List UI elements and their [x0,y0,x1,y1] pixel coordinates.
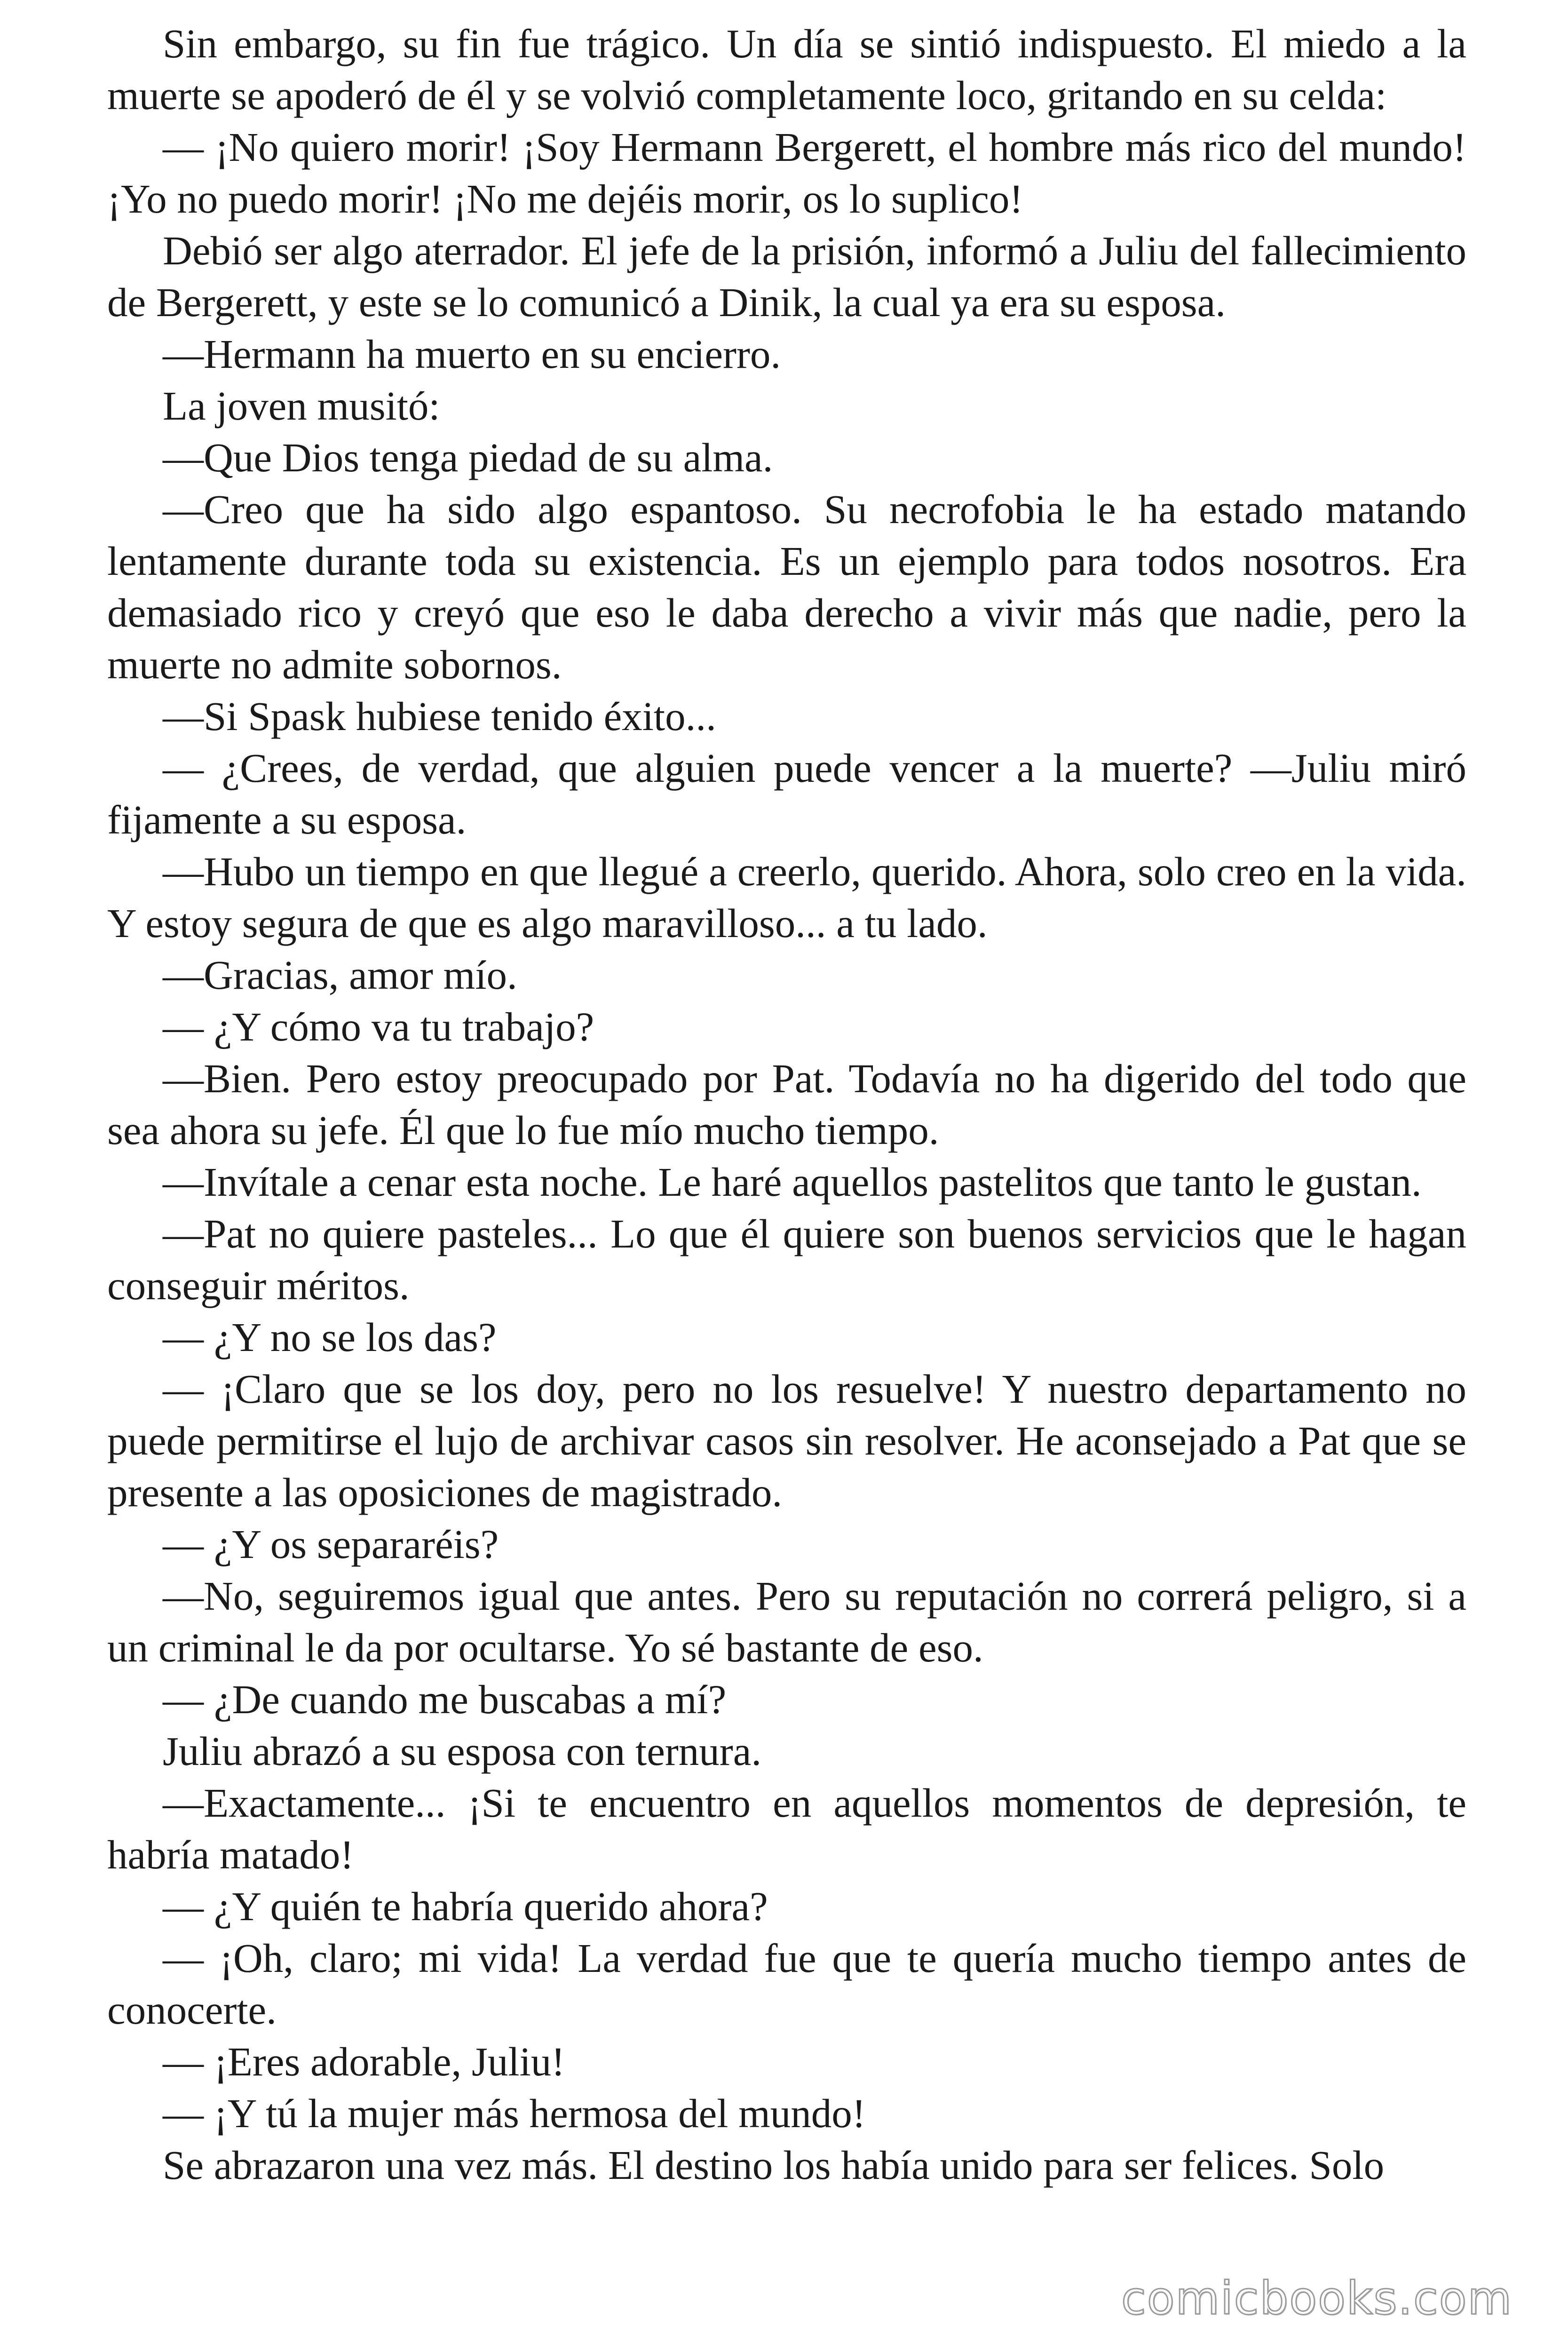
paragraph: —Invítale a cenar esta noche. Le haré aquellos pastelitos que tanto le gustan. [163,1159,1422,1205]
paragraph: — ¿Y quién te habría querido ahora? [163,1883,768,1929]
paragraph: — ¿De cuando me buscabas a mí? [163,1677,727,1722]
paragraph: Debió ser algo aterrador. El jefe de la prisión, informó a Juliu del fallecimiento de Bergerett, y este se lo comunicó a Dinik, la cual ya era su esposa. [107,228,1466,325]
paragraph: La joven musitó: [163,383,440,429]
paragraph: Sin embargo, su fin fue trágico. Un día se sintió indispuesto. El miedo a la muerte se apoderó de él y se volvió completamente loco, gritando en su celda: [107,21,1466,118]
paragraph: —Pat no quiere pasteles... Lo que él quiere son buenos servicios que le hagan conseguir méritos. [107,1211,1466,1308]
paragraph: — ¡Oh, claro; mi vida! La verdad fue que te quería mucho tiempo antes de conocerte. [107,1935,1466,2033]
paragraph: Juliu abrazó a su esposa con ternura. [163,1728,762,1774]
paragraph: — ¡Eres adorable, Juliu! [163,2039,565,2084]
paragraph: —Bien. Pero estoy preocupado por Pat. Todavía no ha digerido del todo que sea ahora su jefe. Él que lo fue mío mucho tiempo. [107,1056,1466,1153]
watermark: comicbooks.com [1121,2272,1513,2325]
book-page-text [107,18,1466,2191]
paragraph: —Gracias, amor mío. [163,952,517,998]
paragraph: — ¡No quiero morir! ¡Soy Hermann Bergerett, el hombre más rico del mundo! ¡Yo no puedo morir! ¡No me dejéis morir, os lo suplico! [107,124,1466,222]
paragraph: — ¿Y cómo va tu trabajo? [163,1004,594,1049]
paragraph: —Hermann ha muerto en su encierro. [163,331,781,377]
paragraph: —Si Spask hubiese tenido éxito... [163,693,716,739]
paragraph: —Hubo un tiempo en que llegué a creerlo, querido. Ahora, solo creo en la vida. Y estoy segura de que es algo maravilloso... a tu lado. [107,849,1466,946]
paragraph: — ¡Claro que se los doy, pero no los resuelve! Y nuestro departamento no puede permitirse el lujo de archivar casos sin resolver. He aconsejado a Pat que se presente a las oposiciones de magistrado. [107,1366,1466,1515]
paragraph: —Creo que ha sido algo espantoso. Su necrofobia le ha estado matando lentamente durante toda su existencia. Es un ejemplo para todos nosotros. Era demasiado rico y creyó que eso le daba derecho a vivir más que nadie, pero la muerte no admite sobornos. [107,486,1466,687]
paragraph: Se abrazaron una vez más. El destino los había unido para ser felices. Solo [163,2142,1385,2188]
paragraph: — ¿Y os separaréis? [163,1521,499,1567]
paragraph: — ¿Crees, de verdad, que alguien puede vencer a la muerte? —Juliu miró fijamente a su esposa. [107,745,1466,842]
paragraph: — ¿Y no se los das? [163,1314,497,1360]
paragraph: —Que Dios tenga piedad de su alma. [163,435,773,480]
paragraph: —Exactamente... ¡Si te encuentro en aquellos momentos de depresión, te habría matado! [107,1780,1466,1877]
paragraph: —No, seguiremos igual que antes. Pero su reputación no correrá peligro, si a un criminal le da por ocultarse. Yo sé bastante de eso. [107,1573,1466,1670]
paragraph: — ¡Y tú la mujer más hermosa del mundo! [163,2090,866,2136]
